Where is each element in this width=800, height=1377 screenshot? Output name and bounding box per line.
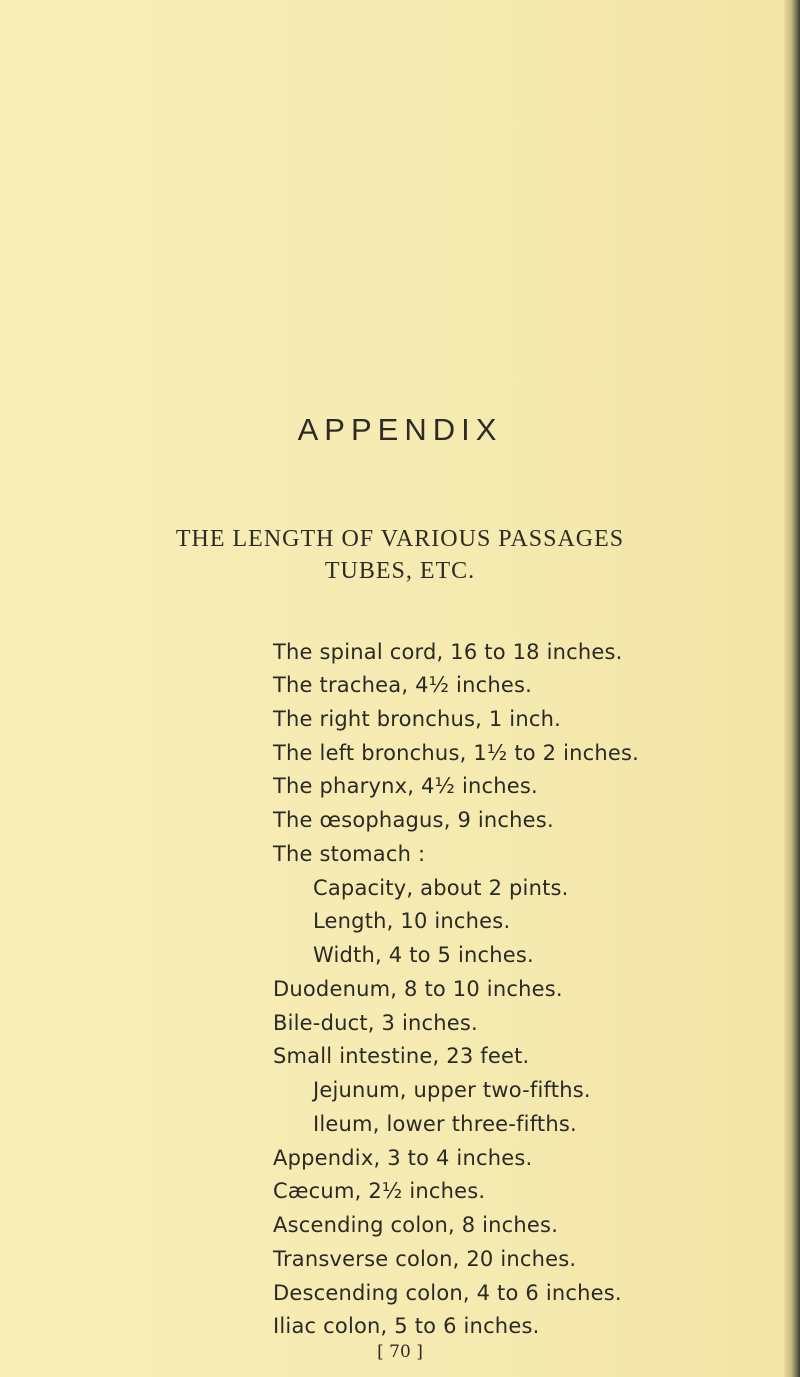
entry-trachea: The trachea, 4½ inches. <box>273 673 532 697</box>
entry-ileum: Ileum, lower three-fifths. <box>313 1112 577 1136</box>
entry-jejunum: Jejunum, upper two-fifths. <box>313 1078 591 1102</box>
entry-descending-colon: Descending colon, 4 to 6 inches. <box>273 1281 622 1305</box>
entry-appendix: Appendix, 3 to 4 inches. <box>273 1146 533 1170</box>
entry-duodenum: Duodenum, 8 to 10 inches. <box>273 977 563 1001</box>
entry-left-bronchus: The left bronchus, 1½ to 2 inches. <box>273 741 640 765</box>
entry-pharynx: The pharynx, 4½ inches. <box>273 774 538 798</box>
entry-spinal-cord: The spinal cord, 16 to 18 inches. <box>273 640 623 664</box>
entry-oesophagus: The œsophagus, 9 inches. <box>273 808 554 832</box>
entry-stomach-length: Length, 10 inches. <box>313 909 511 933</box>
entry-right-bronchus: The right bronchus, 1 inch. <box>273 707 561 731</box>
entry-caecum: Cæcum, 2½ inches. <box>273 1179 486 1203</box>
entry-stomach: The stomach : <box>273 842 426 866</box>
entry-stomach-capacity: Capacity, about 2 pints. <box>313 876 569 900</box>
entry-bile-duct: Bile-duct, 3 inches. <box>273 1011 478 1035</box>
page-title: APPENDIX <box>297 412 503 447</box>
entry-iliac-colon: Iliac colon, 5 to 6 inches. <box>273 1314 540 1338</box>
page-number: [ 70 ] <box>377 1342 423 1362</box>
section-title-line-2: TUBES, ETC. <box>324 558 476 584</box>
entry-ascending-colon: Ascending colon, 8 inches. <box>273 1213 559 1237</box>
entry-small-intestine: Small intestine, 23 feet. <box>273 1044 530 1068</box>
entry-transverse-colon: Transverse colon, 20 inches. <box>273 1247 577 1271</box>
section-title-line-1: THE LENGTH OF VARIOUS PASSAGES <box>175 526 625 552</box>
entry-stomach-width: Width, 4 to 5 inches. <box>313 943 534 967</box>
